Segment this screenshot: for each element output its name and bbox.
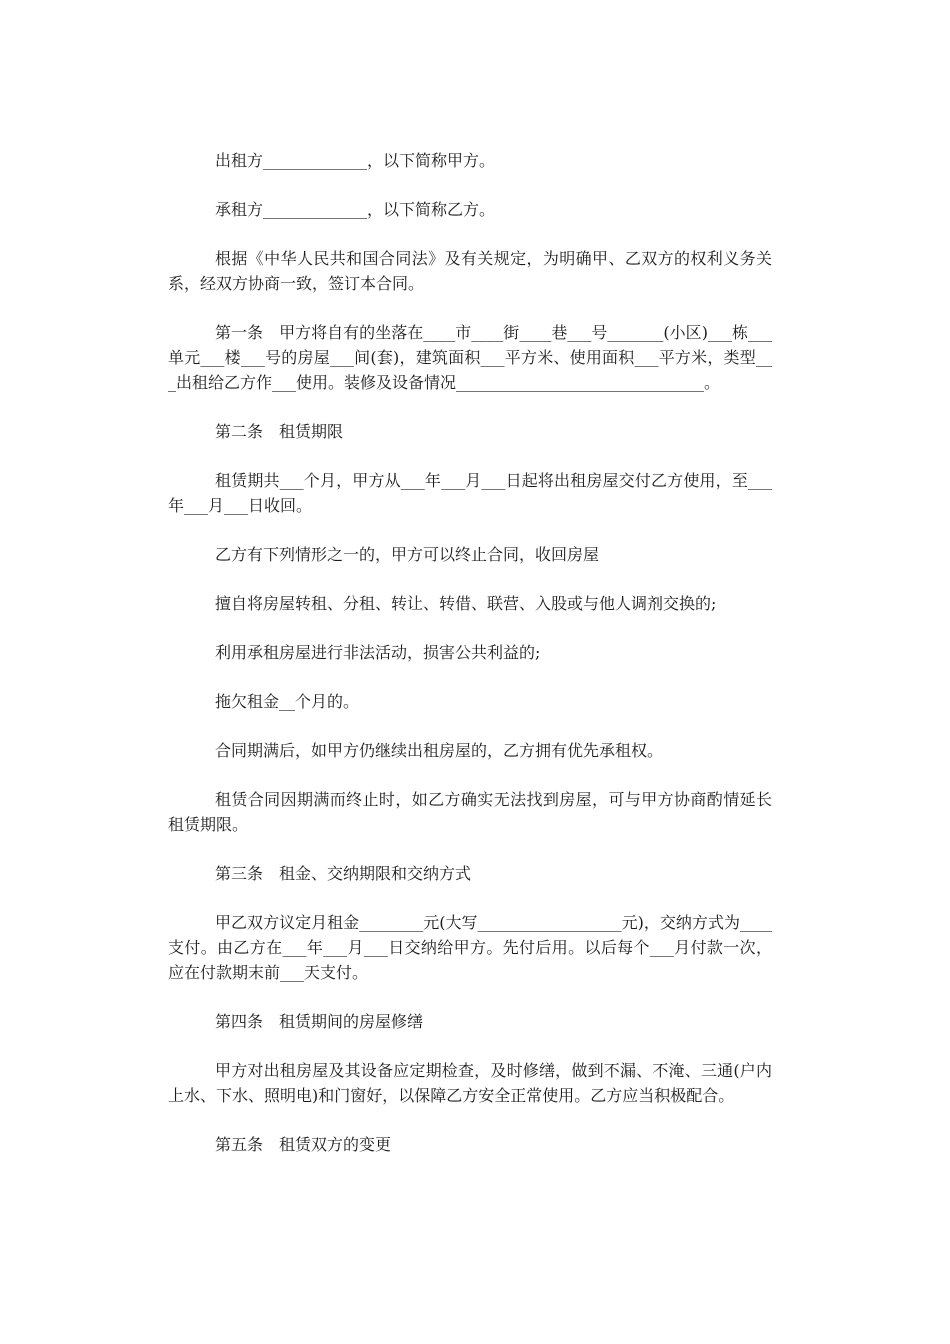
preamble: 根据《中华人民共和国合同法》及有关规定，为明确甲、乙双方的权利义务关系，经双方协商一致，签订本合同。: [168, 249, 772, 293]
article-3-rent: 甲乙双方议定月租金________元(大写__________________元)，交纳方式为____支付。由乙方在___年___月___日交纳给甲方。先付后用。以后每个___月付款一次，应在付款期末前___天支付。: [168, 913, 772, 982]
article-4-repairs: 甲方对出租房屋及其设备应定期检查，及时修缮，做到不漏、不淹、三通(户内上水、下水、照明电)和门窗好，以保障乙方安全正常使用。乙方应当积极配合。: [168, 1061, 772, 1105]
article-2-term: 租赁期共___个月，甲方从___年___月___日起将出租房屋交付乙方使用，至___年___月___日收回。: [168, 471, 772, 515]
lessee-line: 承租方_____________，以下简称乙方。: [215, 200, 496, 219]
termination-intro: 乙方有下列情形之一的，甲方可以终止合同，收回房屋: [215, 545, 600, 564]
lessor-line: 出租方_____________，以下简称甲方。: [215, 151, 496, 170]
extension-clause: 租赁合同因期满而终止时，如乙方确实无法找到房屋，可与甲方协商酌情延长租赁期限。: [168, 790, 772, 834]
termination-item-2: 利用承租房屋进行非法活动，损害公共利益的;: [215, 643, 541, 662]
document-body: [168, 148, 772, 1181]
article-1: 第一条 甲方将自有的坐落在____市____街____巷___号_______(小区)___栋___单元___楼___号的房屋___间(套)，建筑面积___平方米、使用面积___平方米，类型___出租给乙方作___使用。装修及设备情况_______________________________。: [168, 323, 772, 392]
termination-item-3: 拖欠租金__个月的。: [215, 692, 360, 711]
article-2-heading: 第二条 租赁期限: [215, 422, 344, 441]
article-5-heading: 第五条 租赁双方的变更: [215, 1135, 392, 1154]
termination-item-1: 擅自将房屋转租、分租、转让、转借、联营、入股或与他人调剂交换的;: [215, 594, 717, 613]
renewal-priority: 合同期满后，如甲方仍继续出租房屋的，乙方拥有优先承租权。: [215, 741, 664, 760]
article-4-heading: 第四条 租赁期间的房屋修缮: [215, 1012, 424, 1031]
article-3-heading: 第三条 租金、交纳期限和交纳方式: [215, 864, 472, 883]
